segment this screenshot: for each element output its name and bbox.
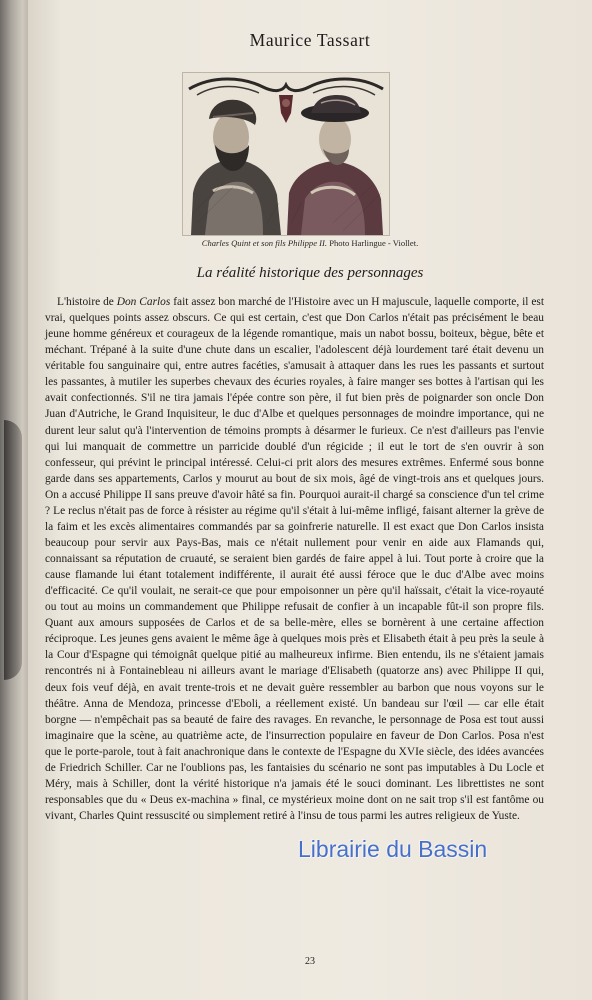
section-title: La réalité historique des personnages	[196, 265, 424, 281]
portrait-engraving	[182, 72, 390, 236]
left-page-shadow	[4, 420, 22, 680]
caption-credit: Photo Harlingue - Viollet.	[329, 238, 419, 248]
seller-watermark: Librairie du Bassin	[298, 836, 488, 862]
figure-caption	[28, 238, 592, 248]
caption-title: Charles Quint et son fils Philippe II.	[201, 238, 328, 248]
body-paragraph	[45, 294, 544, 824]
running-header: Maurice Tassart	[249, 30, 371, 50]
body-start: L'histoire de	[57, 296, 117, 308]
left-page-edge	[0, 0, 28, 1000]
opera-title: Don Carlos	[116, 296, 171, 308]
engraving-image	[183, 73, 389, 235]
page-number: 23	[305, 956, 315, 967]
body-text: fait assez bon marché de l'Histoire avec un H majuscule, laquelle comporte, il est vrai, quelques points assez obscurs. Ce qui est certain, c'est que Don Carlos n'était pas précisément le beau jeune homme généreux et courageux de la légende romantique, mais un nabot bossu, boiteux, bègue, bête et méchant. Trépané à la suite d'une chute dans un escalier, l'adolescent déjà lourdement taré était devenu un véritable fou sanguinaire qui, entre autres facéties, s'amusait à attaquer dans les rues les passants et surtout les passantes, à mutiler les superbes chevaux des écuries royales, à faire manger ses bottes à l'artisan qui les avait confectionnés. S'il ne tira jamais l'épée contre son père, il fut bien près de poignarder son oncle Don Juan d'Autriche, le Grand Inquisiteur, le duc d'Albe et quelques personnages de moindre importance, qui ne durent leur salut qu'à l'intervention de témoins prompts à désarmer le furieux. Ce n'est d'ailleurs pas l'envie qui lui manquait de commettre un parricide doublé d'un régicide ; il eut le tort de s'en ouvrir à son confesseur, qui prévint le principal intéressé. Celui-ci prit alors des mesures extrêmes. Enfermé sous bonne garde dans ses appartements, Carlos y mourut au bout de six mois, âgé de vingt-trois ans et quelques jours. On a accusé Philippe II sans preuve d'avoir hâté sa fin. Pourquoi aurait-il chargé sa conscience d'un tel crime ? Le reclus n'était pas de force à résister au régime qu'il s'était à lui-même infligé, faisant alterner la grève de la faim et les excès alimentaires commandés par sa goinfrerie naturelle. Il est exact que Don Carlos insista beaucoup pour servir aux Pays-Bas, mais ce n'était nullement pour venir en aide aux Flamands qui, connaissant sa réputation de cruauté, se seraient bien gardés de faire appel à lui. Tout porte à croire que la cause flamande lui étant totalement indifférente, il aurait été aussi féroce que le duc d'Albe avec moins d'efficacité. Ce qu'il voulait, ne serait-ce que pour empoisonner un père qu'il haïssait, c'était la vice-royauté ou tout au moins un commandement que Philippe refusait de confier à un incapable fût-il son propre fils. Quant aux amours supposées de Carlos et de sa belle-mère, elles se bornèrent à une certaine affection réciproque. Les jeunes gens avaient le même âge à quelques mois près et Elisabeth était à peu près la seule à la Cour d'Espagne qui témoignât quelque pitié au malheureux infirme. Bien entendu, ils ne s'étaient jamais rencontrés ni à Fontainebleau ni ailleurs avant le mariage d'Elisabeth (quatorze ans) avec Philippe II qui, deux fois veuf déjà, en avait trente-trois et ne devait guère ressembler au barbon que nous voyons sur le théâtre. Anna de Mendoza, princesse d'Eboli, a réellement existé. Un bandeau sur l'œil — car elle était borgne — n'empêchait pas sa beauté de faire des ravages. En revanche, le personnage de Posa est tout aussi imaginaire que la scène, au quatrième acte, de l'insurrection populaire en faveur de Don Carlos. Posa n'est que le porte-parole, tout à fait anachronique dans le contexte de l'Espagne du XVIe siècle, des idées avancées de Friedrich Schiller. Car ne l'oublions pas, les fantaisies du scénario ne sont pas imputables à Du Locle et Méry, mais à Schiller, dont la vérité historique n'a jamais été le souci dominant. Les librettistes ne sont responsables que du « Deus ex-machina » final, ce mystérieux moine dont on ne sait trop s'il est fantôme ou vivant, Charles Quint ressuscité ou simplement retiré à l'insu de tous parmi les autres religieux de Yuste.	[45, 296, 545, 822]
